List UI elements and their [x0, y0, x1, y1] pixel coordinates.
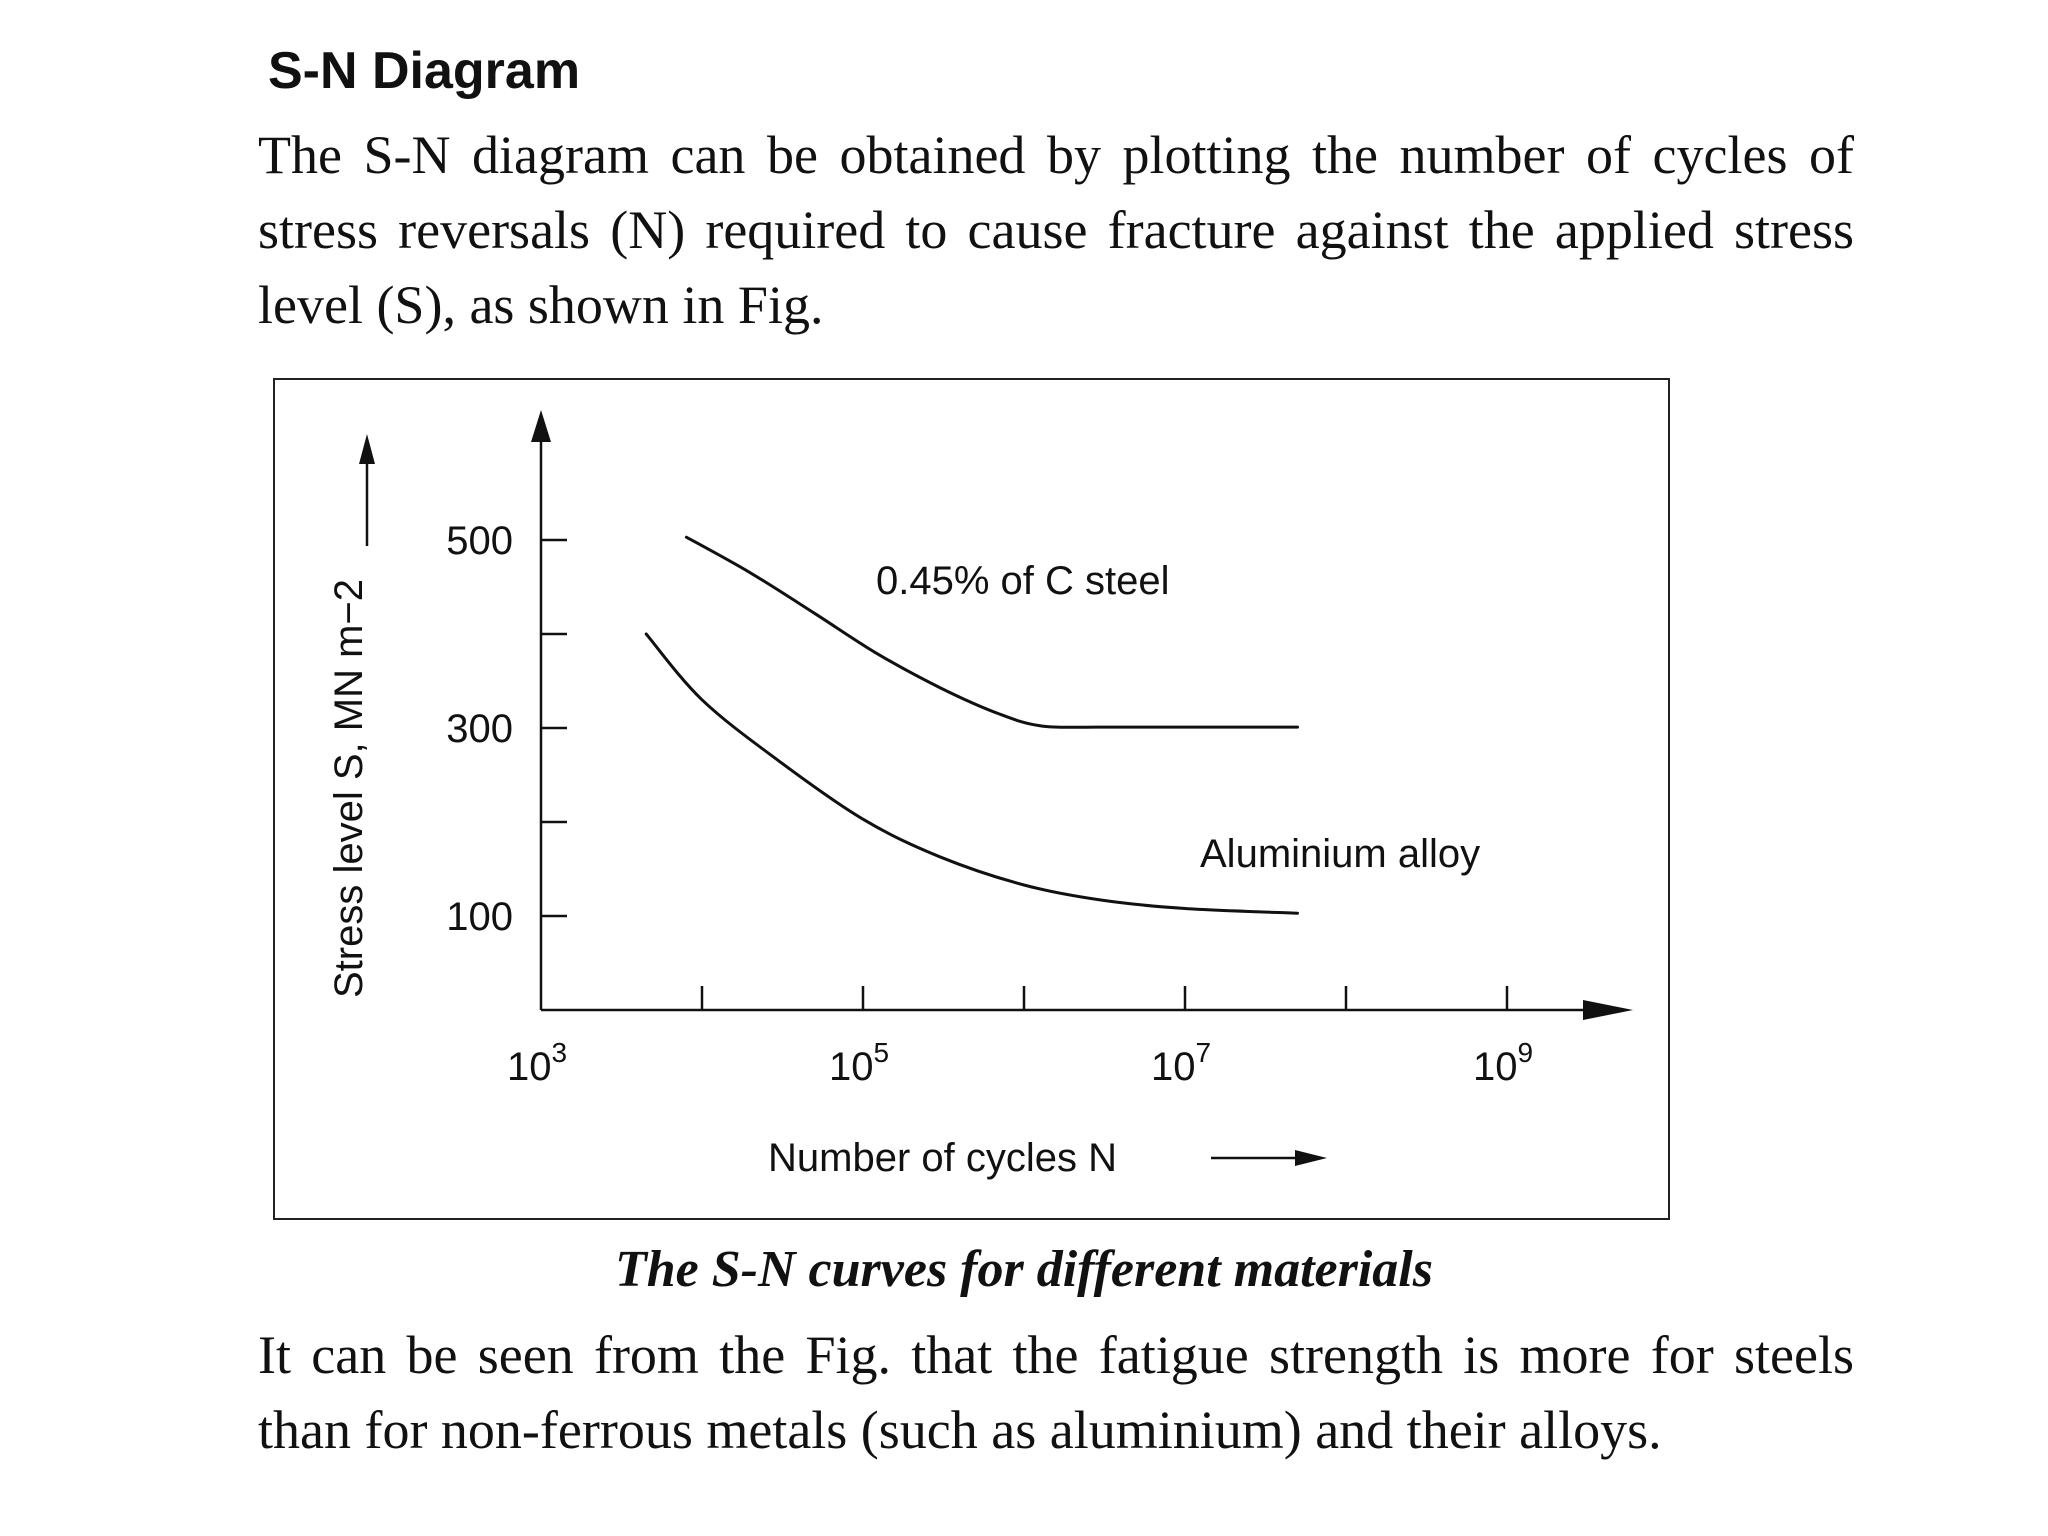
y-title-arrowhead — [359, 434, 375, 464]
series-label-aluminium: Aluminium alloy — [1200, 832, 1481, 876]
x-tick-label: $10^9$ — [1473, 1037, 1534, 1089]
outro-paragraph: It can be seen from the Fig. that the fatigue strength is more for steels than for non-ferrous metals (such as aluminium) and their alloys. — [258, 1325, 1854, 1460]
x-axis-title: Number of cycles N — [768, 1136, 1117, 1180]
figure-caption: The S-N curves for different materials — [615, 1241, 1433, 1298]
x-tick-label: $10^7$ — [1151, 1037, 1212, 1089]
x-tick-label: $10^5$ — [829, 1037, 890, 1089]
y-tick-label: 500 — [446, 519, 513, 563]
x-axis-arrowhead — [1583, 1000, 1633, 1020]
y-axis-title: Stress level S, MN m−2 — [327, 578, 371, 998]
sn-chart — [273, 378, 1670, 1220]
intro-paragraph: The S-N diagram can be obtained by plotting the number of cycles of stress reversals (N) required to cause fracture against the applied stress level (S), as shown in Fig. — [258, 125, 1854, 335]
y-tick-label: 100 — [446, 895, 513, 939]
x-tick-label: $10^3$ — [507, 1037, 568, 1089]
x-title-arrowhead — [1295, 1150, 1327, 1166]
section-heading: S-N Diagram — [268, 42, 581, 100]
y-axis-arrowhead — [531, 410, 551, 442]
series-label-steel: 0.45% of C steel — [876, 559, 1170, 603]
y-tick-label: 300 — [446, 707, 513, 751]
